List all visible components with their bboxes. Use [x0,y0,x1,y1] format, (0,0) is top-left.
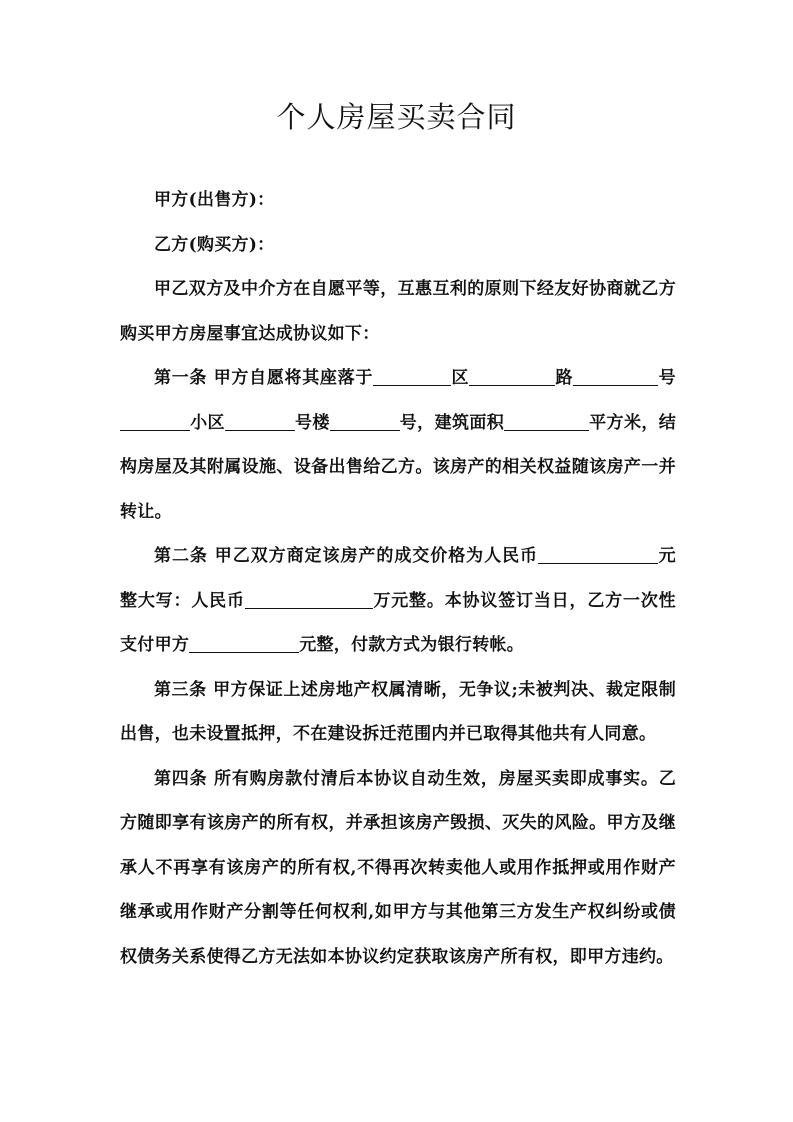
price-blank [538,546,658,564]
document-title: 个人房屋买卖合同 [276,100,517,134]
article-2-text-2: 元整大写：人民币 [120,546,676,611]
party-b-line: 乙方(购买方)： [154,234,275,255]
road-number-blank [573,368,658,386]
district-blank [373,368,451,386]
party-a-line: 甲方(出售方)： [154,190,275,210]
preamble-paragraph: 甲乙双方及中介方在自愿平等，互惠互利的原则下经友好协商就乙方购买甲方房屋事宜达成协议如下： [120,279,676,344]
article-3: 第三条 甲方保证上述房地产权属清晰，无争议;未被判决、裁定限制出售，也未设置抵押，不在建设拆迁范围内并已取得其他共有人同意。 [120,679,676,744]
article-2-text-1: 第二条 甲乙双方商定该房产的成交价格为人民币 [154,546,539,566]
price-uppercase-blank [245,591,373,609]
building-blank [225,413,295,431]
article-1-text-5: 小区 [190,412,225,433]
article-1-text-8: 平方米，结构房屋及其附属设施、设备出售给乙方。该房产的相关权益随该房产一并转让。 [120,412,677,522]
article-1-text-6: 号楼 [294,412,330,433]
road-blank [469,368,555,386]
article-4: 第四条 所有购房款付清后本协议自动生效，房屋买卖即成事实。乙方随即享有该房产的所有权，并承担该房产毁损、灭失的风险。甲方及继承人不再享有该房产的所有权,不得再次转卖他人或用作抵押或用作财产继承或用作财产分割等任何权利,如甲方与其他第三方发生产权纠纷或债权债务关系使得乙方无法如本协议约定获取该房产所有权，即甲方违约。 [120,768,676,967]
article-1-text-1: 第一条 甲方自愿将其座落于 [154,368,374,388]
article-1 [120,356,676,534]
unit-blank [330,413,400,431]
article-1-text-3: 路 [555,368,574,388]
article-1-text-2: 区 [451,368,470,388]
article-1-text-4: 号 [658,368,676,388]
article-2-text-3: 万元整。本协议签订当日，乙方一次性支付甲方 [120,590,676,655]
community-blank [120,413,190,431]
article-2 [120,534,676,668]
area-blank [504,413,589,431]
article-1-text-7: 号，建筑面积 [399,412,505,433]
article-2-text-4: 元整，付款方式为银行转帐。 [299,635,525,655]
document-body [120,178,676,979]
payment-blank [189,635,299,653]
